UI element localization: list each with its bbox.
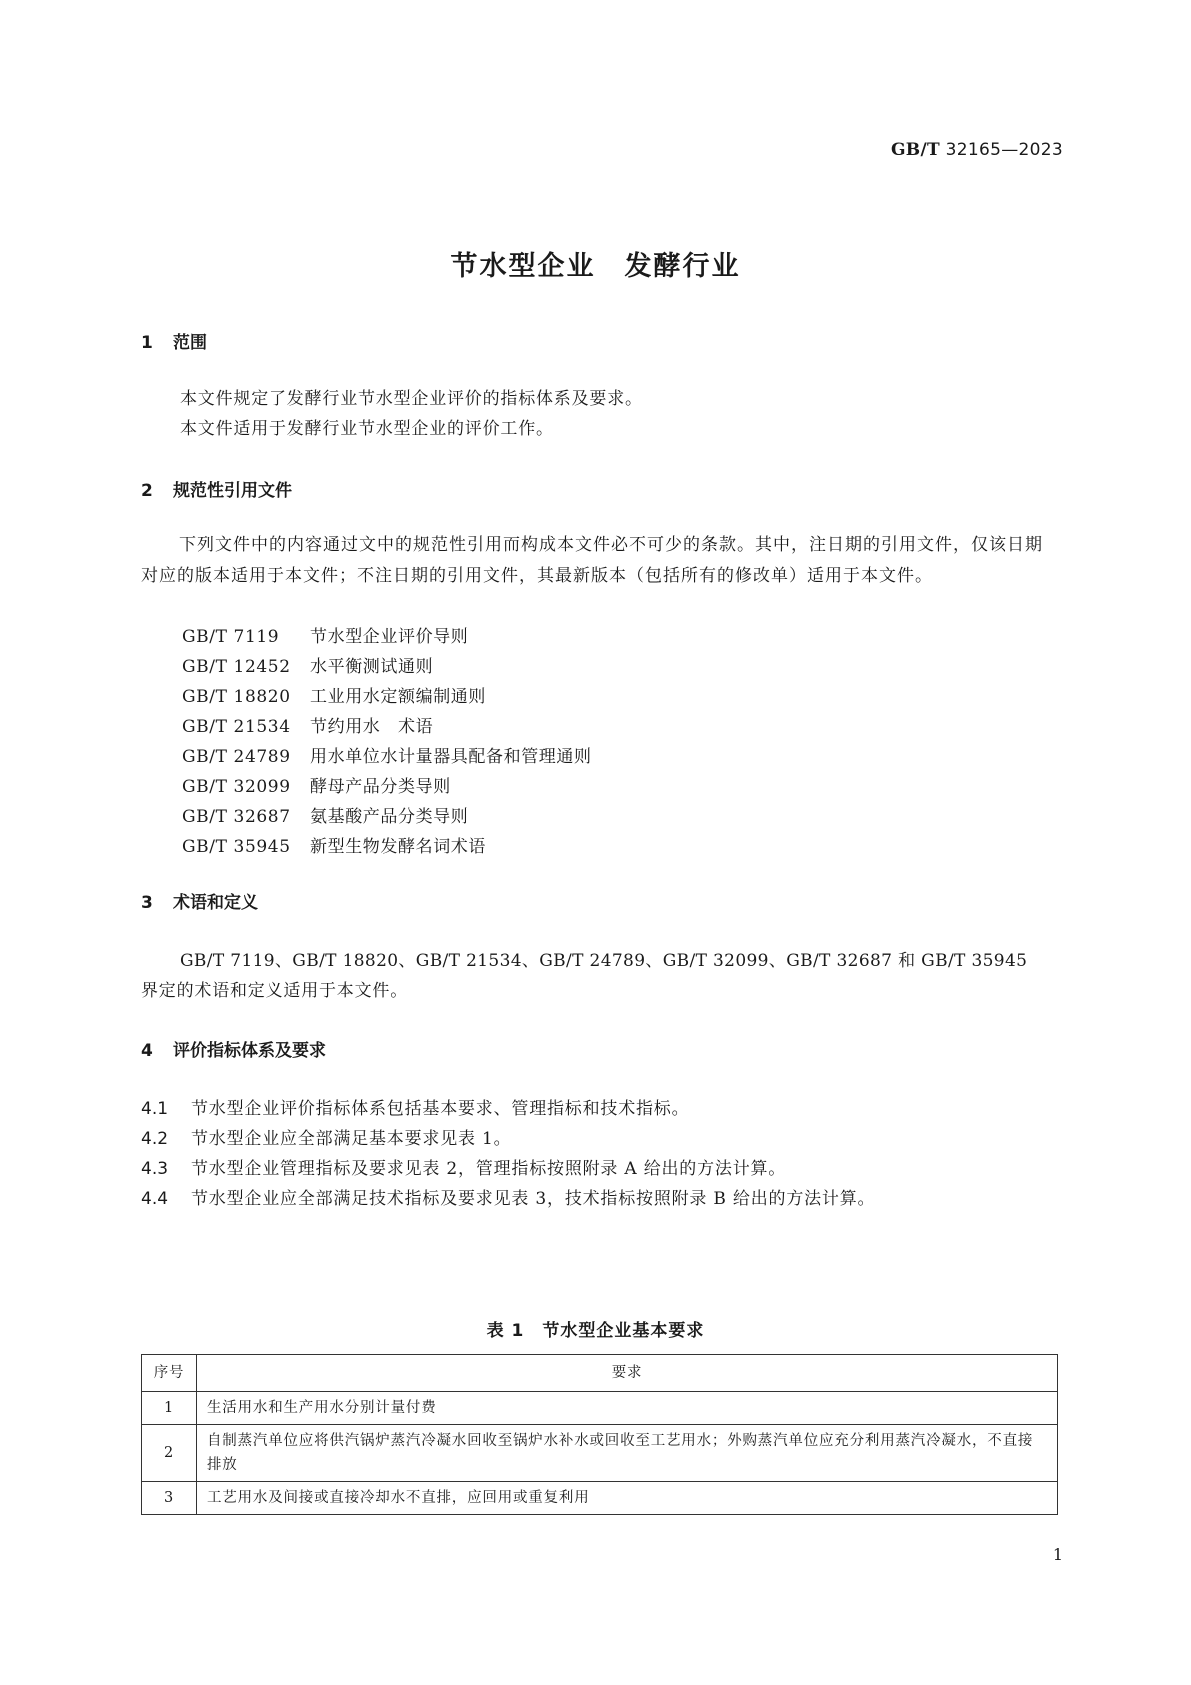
reference-name: 节约用水 术语 [310,717,434,737]
section-number: 4 [141,1041,153,1061]
section-title: 范围 [173,333,207,353]
clause-item [141,1154,786,1179]
terms-definitions-line-2: 界定的术语和定义适用于本文件。 [141,981,408,1001]
reference-code: GB/T 24789 [182,747,291,767]
section-title: 规范性引用文件 [173,481,292,501]
reference-name: 工业用水定额编制通则 [310,687,486,707]
clause-item [141,1094,689,1119]
standard-number [891,140,1063,160]
section-number: 3 [141,893,153,913]
reference-name: 用水单位水计量器具配备和管理通则 [310,747,592,767]
page-number: 1 [1052,1545,1063,1564]
reference-code: GB/T 35945 [182,837,291,857]
clause-text: 节水型企业评价指标体系包括基本要求、管理指标和技术指标。 [191,1099,690,1119]
row-serial: 2 [142,1425,197,1482]
clause-number: 4.3 [141,1159,169,1179]
clause-number: 4.4 [141,1189,169,1209]
scope-paragraph-1: 本文件规定了发酵行业节水型企业评价的指标体系及要求。 [180,389,643,409]
reference-item [182,712,433,737]
reference-code: GB/T 18820 [182,687,291,707]
section-title: 术语和定义 [173,893,258,913]
clause-text: 节水型企业应全部满足基本要求见表 1。 [191,1129,512,1149]
reference-item [182,742,592,767]
reference-item [182,622,468,647]
table-row [142,1425,1058,1482]
terms-definitions-line-1: GB/T 7119、GB/T 18820、GB/T 21534、GB/T 24789、GB/T 32099、GB/T 32687 和 GB/T 35945 [180,951,1028,971]
reference-name: 氨基酸产品分类导则 [310,807,469,827]
reference-item [182,682,486,707]
standard-code: 32165—2023 [945,140,1063,160]
reference-code: GB/T 32099 [182,777,291,797]
section-2-heading [141,476,292,501]
section-number: 1 [141,333,153,353]
reference-item [182,652,433,677]
reference-code: GB/T 12452 [182,657,291,677]
table-header-row [142,1355,1058,1392]
document-title: 节水型企业 发酵行业 [450,251,741,282]
row-serial: 1 [142,1392,197,1425]
row-requirement: 工艺用水及间接或直接冷却水不直排，应回用或重复利用 [197,1482,1058,1515]
clause-item [141,1184,875,1209]
row-requirement: 自制蒸汽单位应将供汽锅炉蒸汽冷凝水回收至锅炉水补水或回收至工艺用水；外购蒸汽单位应充分利用蒸汽冷凝水，不直接排放 [197,1425,1058,1482]
normative-references-intro: 下列文件中的内容通过文中的规范性引用而构成本文件必不可少的条款。其中，注日期的引用文件，仅该日期对应的版本适用于本文件；不注日期的引用文件，其最新版本（包括所有的修改单）适用于本文件。 [141,535,1043,586]
scope-paragraph-2: 本文件适用于发酵行业节水型企业的评价工作。 [180,419,554,439]
column-header-serial: 序号 [142,1355,197,1392]
table-row [142,1482,1058,1515]
reference-code: GB/T 21534 [182,717,291,737]
reference-item [182,802,468,827]
reference-name: 新型生物发酵名词术语 [310,837,486,857]
reference-item [182,772,451,797]
reference-code: GB/T 7119 [182,627,280,647]
section-1-heading [141,328,207,353]
column-header-requirement: 要求 [197,1355,1058,1392]
section-3-heading [141,888,258,913]
row-requirement: 生活用水和生产用水分别计量付费 [197,1392,1058,1425]
table-1 [141,1354,1058,1515]
clause-item [141,1124,511,1149]
reference-name: 水平衡测试通则 [310,657,434,677]
reference-name: 酵母产品分类导则 [310,777,451,797]
section-4-heading [141,1036,326,1061]
reference-item [182,832,486,857]
clause-text: 节水型企业管理指标及要求见表 2，管理指标按照附录 A 给出的方法计算。 [191,1159,787,1179]
reference-name: 节水型企业评价导则 [310,627,469,647]
section-number: 2 [141,481,153,501]
table-row [142,1392,1058,1425]
row-serial: 3 [142,1482,197,1515]
clause-number: 4.1 [141,1099,169,1119]
reference-code: GB/T 32687 [182,807,291,827]
clause-text: 节水型企业应全部满足技术指标及要求见表 3，技术指标按照附录 B 给出的方法计算。 [191,1189,876,1209]
standard-prefix: GB/T [890,140,940,160]
clause-number: 4.2 [141,1129,169,1149]
section-title: 评价指标体系及要求 [173,1041,326,1061]
table-1-caption: 表 1 节水型企业基本要求 [486,1321,705,1341]
